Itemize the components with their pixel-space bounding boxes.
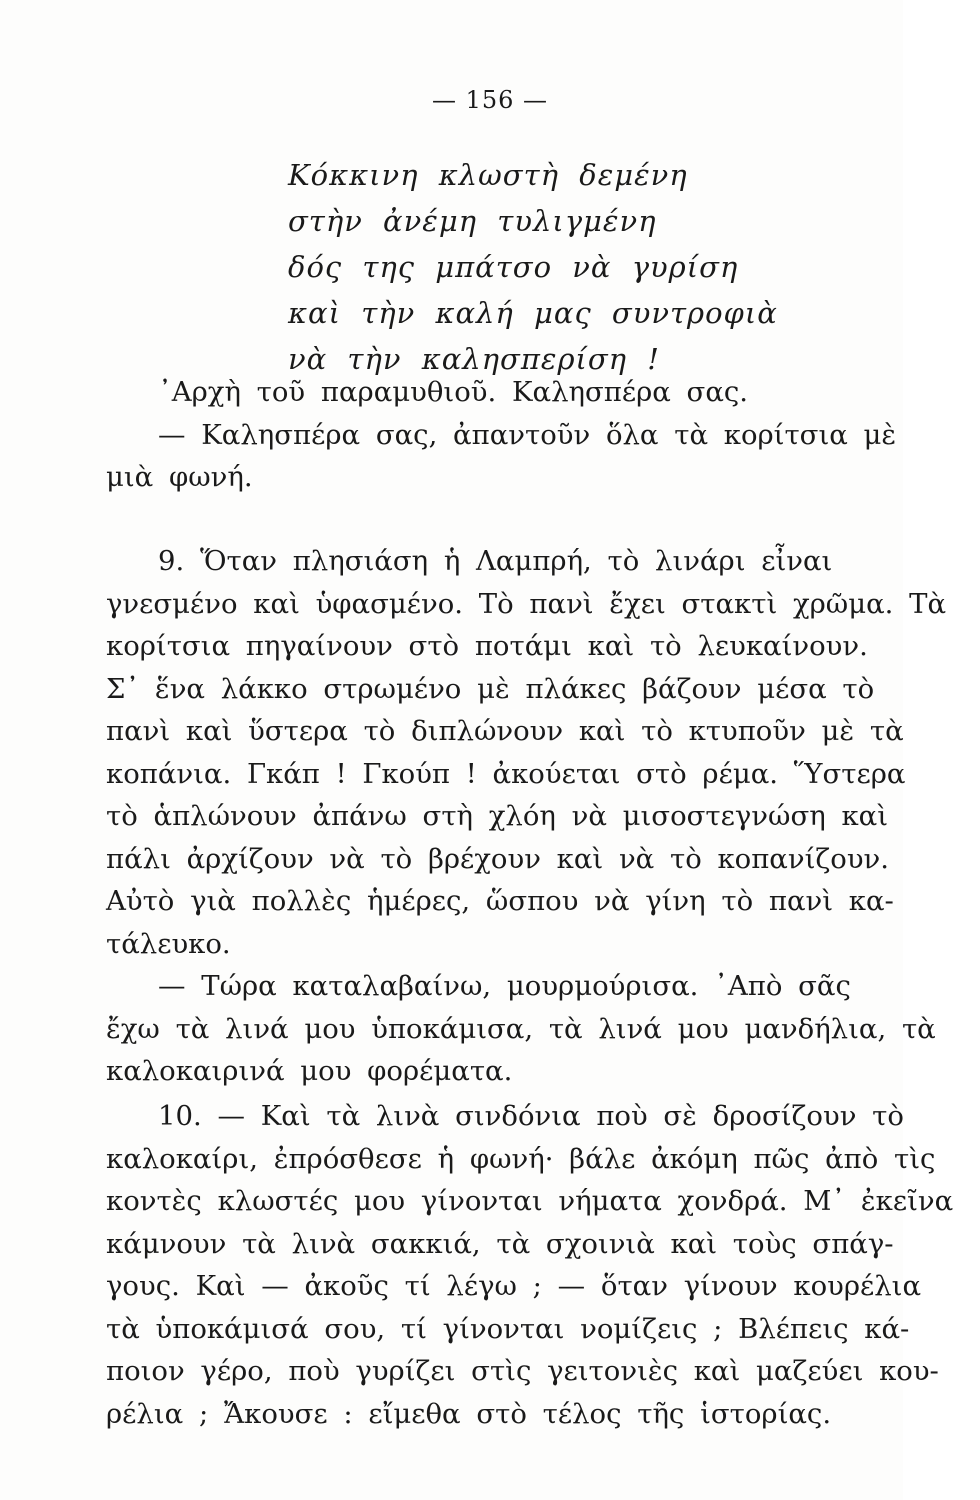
intro-paragraph: [106, 371, 897, 499]
poem-line: νὰ τὴν καλησπερίση !: [288, 342, 660, 376]
text-line: ρέλια ; Ἄκουσε : εἴμεθα στὸ τέλος τῆς ἱστορίας.: [106, 1397, 832, 1430]
text-line: μιὰ φωνή.: [106, 461, 253, 493]
text-line: καλοκαίρι, ἐπρόσθεσε ἡ φωνή· βάλε ἀκόμη πῶς ἀπὸ τὶς: [106, 1142, 936, 1175]
poem-line: Κόκκινη κλωστὴ δεμένη: [288, 158, 688, 192]
text-line: γους. Καὶ — ἀκοῦς τί λέγω ; — ὅταν γίνουν κουρέλια: [106, 1270, 922, 1302]
text-line: τὰ ὑποκάμισά σου, τί γίνονται νομίζεις ; Βλέπεις κά-: [106, 1312, 910, 1345]
text-line: τάλευκο.: [106, 927, 231, 960]
text-line: τὸ ἁπλώνουν ἀπάνω στὴ χλόη νὰ μισοστεγνώση καὶ: [106, 800, 888, 832]
text-line: 10. — Καὶ τὰ λινὰ σινδόνια ποὺ σὲ δροσίζουν τὸ: [158, 1100, 904, 1132]
text-line: ᾿Αρχὴ τοῦ παραμυθιοῦ. Καλησπέρα σας.: [158, 376, 749, 408]
text-line: ἔχω τὰ λινά μου ὑποκάμισα, τὰ λινά μου μανδήλια, τὰ: [106, 1012, 936, 1045]
text-line: κοπάνια. Γκάπ ! Γκούπ ! ἀκούεται στὸ ρέμα. Ὕστερα: [106, 757, 906, 790]
text-line: πάλι ἀρχίζουν νὰ τὸ βρέχουν καὶ νὰ τὸ κοπανίζουν.: [106, 842, 890, 875]
poem: [288, 152, 808, 382]
text-line: κάμνουν τὰ λινὰ σακκιά, τὰ σχοινιὰ καὶ τοὺς σπάγ-: [106, 1227, 894, 1260]
section-10-paragraph: [106, 1095, 954, 1435]
page-number: — 156 —: [431, 86, 549, 114]
text-line: πανὶ καὶ ὕστερα τὸ διπλώνουν καὶ τὸ κτυποῦν μὲ τὰ: [106, 715, 904, 747]
poem-line: καὶ τὴν καλή μας συντροφιὰ: [288, 296, 778, 330]
text-line: 9. Ὅταν πλησιάση ἡ Λαμπρή, τὸ λινάρι εἶναι: [158, 545, 833, 577]
section-9-paragraph: [106, 540, 947, 1093]
text-line: — Καλησπέρα σας, ἀπαντοῦν ὅλα τὰ κορίτσια μὲ: [158, 418, 897, 451]
poem-line: στὴν ἀνέμη τυλιγμένη: [288, 204, 657, 238]
text-line: ποιον γέρο, ποὺ γυρίζει στὶς γειτονιὲς καὶ μαζεύει κου-: [106, 1355, 939, 1387]
text-line: καλοκαιρινά μου φορέματα.: [106, 1055, 513, 1087]
poem-line: δός της μπάτσο νὰ γυρίση: [288, 250, 739, 284]
text-line: Σ᾿ ἕνα λάκκο στρωμένο μὲ πλάκες βάζουν μέσα τὸ: [106, 672, 875, 705]
text-line: — Τώρα καταλαβαίνω, μουρμούρισα. ᾿Απὸ σᾶς: [158, 970, 851, 1002]
text-line: κοντὲς κλωστές μου γίνονται νήματα χονδρά. Μ᾿ ἐκεῖνα: [106, 1185, 954, 1217]
text-line: Αὐτὸ γιὰ πολλὲς ἡμέρες, ὥσπου νὰ γίνη τὸ πανὶ κα-: [106, 885, 894, 917]
text-line: κορίτσια πηγαίνουν στὸ ποτάμι καὶ τὸ λευκαίνουν.: [106, 630, 868, 662]
text-line: γνεσμένο καὶ ὑφασμένο. Τὸ πανὶ ἔχει στακτὶ χρῶμα. Τὰ: [106, 587, 947, 620]
